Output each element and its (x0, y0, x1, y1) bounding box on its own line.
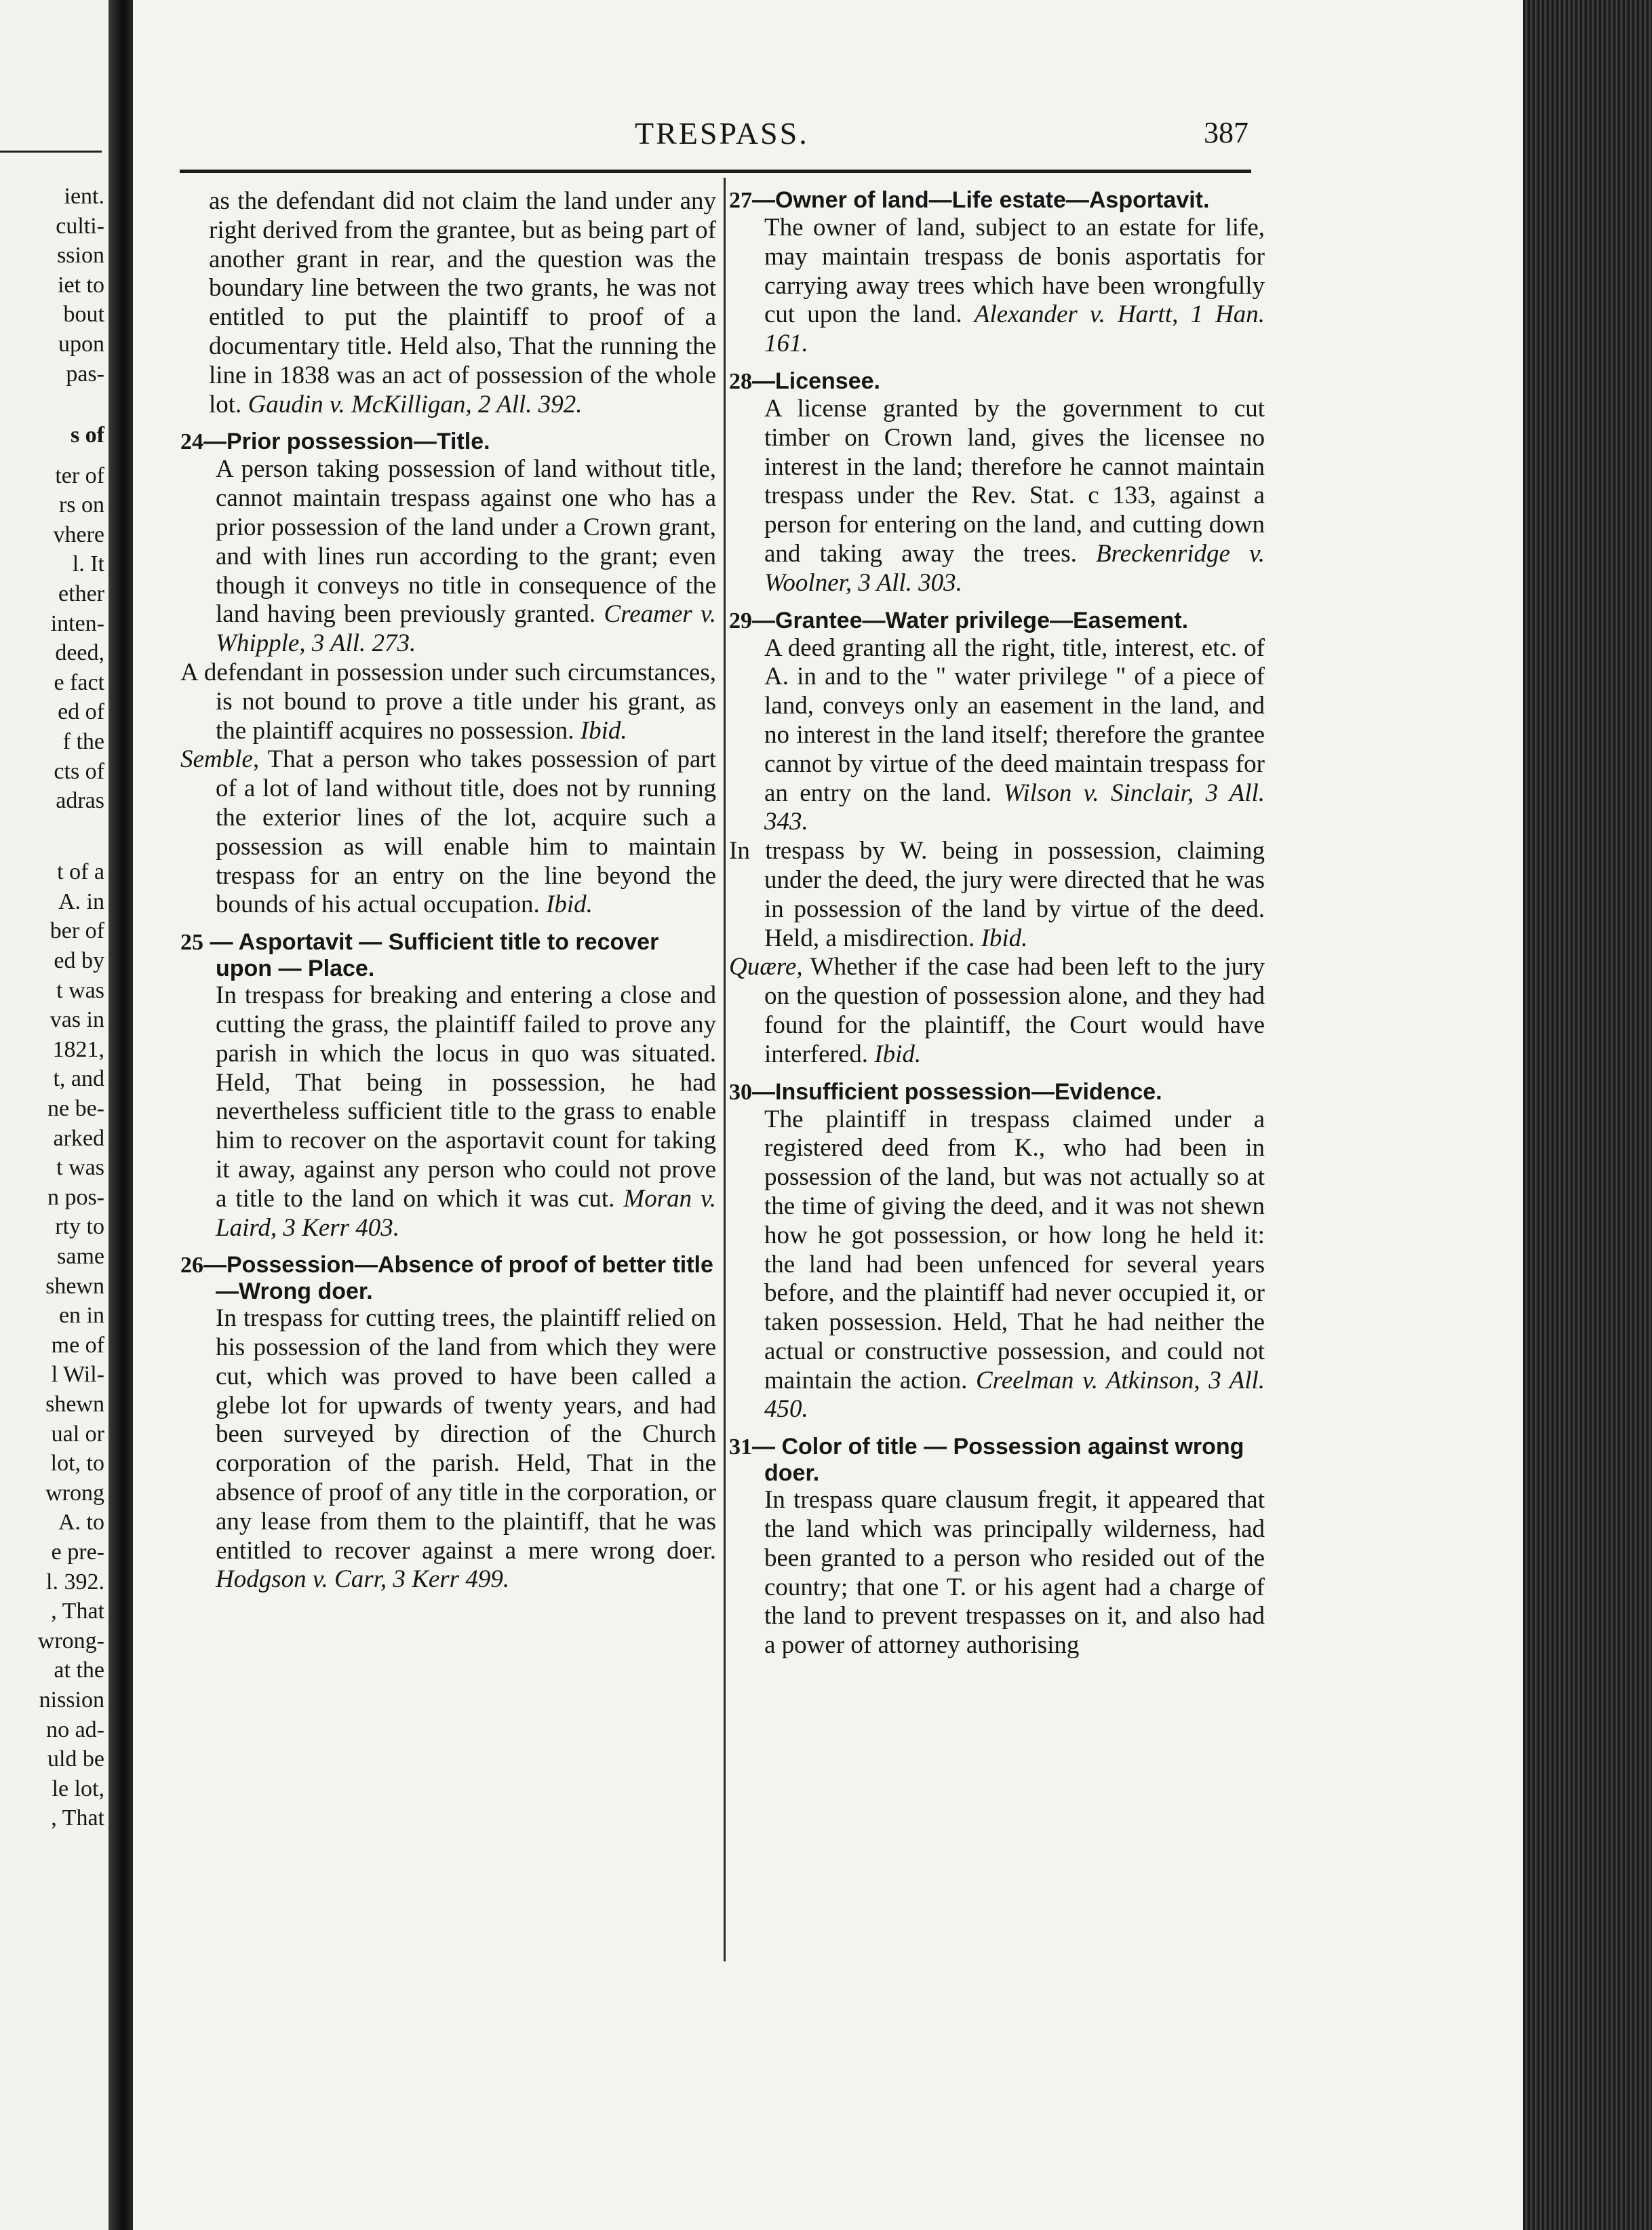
case-citation: Ibid. (874, 1040, 922, 1068)
paragraph-text: In trespass for breaking and entering a close and cutting the grass, the plaintiff failed to prove any parish in which the locus in quo was situated. Held, That being in possession, he had nevertheless sufficient title to the grass to enable him to recover on the asportavit count for taking it away, against any person who could not prove a title to the land on which it was cut. (216, 981, 716, 1213)
margin-fragment: en in (58, 1303, 104, 1329)
case-citation: Creelman v. Atkinson, 3 All. 450. (764, 1366, 1265, 1424)
paragraph-text: In trespass by W. being in possession, claiming under the deed, the jury were directed that he was in possession of the land by virtue of the deed. Held, a misdirection. (729, 837, 1265, 952)
case-citation: Hodgson v. Carr, 3 Kerr 499. (216, 1565, 510, 1594)
entry-paragraph (180, 455, 716, 659)
margin-fragment: nission (39, 1687, 104, 1713)
facing-page-rule (0, 151, 102, 153)
margin-fragment: s of (70, 422, 104, 448)
margin-fragment: t was (56, 1155, 104, 1181)
margin-fragment: e fact (54, 669, 104, 695)
header-rule (180, 170, 1251, 173)
entry-paragraph (180, 981, 716, 1243)
margin-fragment: , That (51, 1599, 104, 1624)
case-citation: Ibid. (580, 716, 627, 745)
margin-fragment: iet to (58, 272, 104, 298)
paragraph-text: A license granted by the government to cut timber on Crown land, gives the licensee no interest in the land; therefore he cannot maintain trespass under the Rev. Stat. c 133, against a person for entering on the land, and cutting down and taking away the trees. (764, 394, 1265, 568)
margin-fragment: culti- (56, 213, 104, 239)
entry-paragraph (729, 1106, 1265, 1425)
paragraph-text: A deed granting all the right, title, interest, etc. of A. in and to the " water privilege " of a piece of land, conveys only an easement in the land, and no interest in the land itself; therefore the grantee cannot by virtue of the deed maintain trespass for an entry on the land. (764, 633, 1265, 807)
entry-title: —Possession—Absence of proof of better title—Wrong doer. (203, 1252, 713, 1305)
case-citation: Breckenridge v. Woolner, 3 All. 303. (764, 539, 1265, 597)
paragraph-text: That a person who takes possession of part of a lot of land without title, does not by running the exterior lines of the lot, acquire such a possession as will enable him to maintain trespass for an entry on the line beyond the bounds of his actual occupation. (216, 745, 716, 919)
entry-paragraph (729, 634, 1265, 838)
entry-number: 29 (729, 608, 752, 633)
margin-fragment: uld be (47, 1746, 104, 1772)
margin-fragment: no ad- (46, 1717, 104, 1742)
margin-fragment: ter of (55, 463, 104, 488)
right-column (729, 187, 1265, 1660)
entry-heading (729, 608, 1265, 634)
margin-fragment: inten- (50, 610, 104, 636)
entry-number: 26 (180, 1253, 203, 1278)
entry-title: —Insufficient possession—Evidence. (752, 1078, 1162, 1105)
margin-fragment: arked (53, 1125, 104, 1151)
margin-fragment: ber of (50, 918, 104, 944)
page-number: 387 (1204, 116, 1248, 149)
margin-fragment: ient. (64, 184, 104, 209)
margin-fragment: ed by (54, 948, 104, 973)
continuation-paragraph: as the defendant did not claim the land under any right derived from the grantee, but as being part of another grant in rear, and the question was the boundary line between the two grants, he was not entitled to put the plaintiff to proof of a documentary title. Held also, That the running the line in 1838 was an act of possession of the whole lot. Gaudin v. McKilligan, 2 All. 392. (209, 187, 716, 418)
entry-paragraph (180, 1304, 716, 1595)
book-gutter (109, 0, 133, 2230)
entry-heading (180, 429, 716, 455)
entry-heading (729, 1079, 1265, 1106)
margin-fragment: l Wil- (51, 1362, 104, 1388)
entry-title: —Prior possession—Title. (203, 429, 490, 455)
margin-fragment: rty to (55, 1214, 104, 1240)
entry-paragraph (180, 745, 716, 920)
entry-paragraph (729, 395, 1265, 598)
entry-title: —Grantee—Water privilege—Easement. (752, 607, 1189, 633)
entry-heading (180, 929, 716, 981)
entry-paragraph (729, 1486, 1265, 1660)
margin-fragment: same (57, 1244, 104, 1269)
right-entries (729, 187, 1265, 1660)
margin-fragment: n pos- (47, 1184, 104, 1210)
page-edges (1523, 0, 1652, 2230)
left-column (180, 187, 716, 1595)
entry-number: 30 (729, 1079, 752, 1105)
margin-fragment: l. 392. (46, 1569, 104, 1595)
margin-fragment: deed, (55, 640, 104, 666)
margin-fragment: shewn (45, 1273, 104, 1299)
entry-number: 24 (180, 429, 203, 455)
case-citation: Alexander v. Hartt, 1 Han. 161. (764, 300, 1265, 358)
entry-title: — Color of title — Possession against wrong doer. (752, 1434, 1244, 1487)
entry-heading (729, 187, 1265, 214)
running-title: TRESPASS. (635, 116, 809, 151)
margin-fragment: at the (54, 1658, 104, 1683)
entry-paragraph (729, 953, 1265, 1069)
margin-fragment: pas- (66, 361, 104, 387)
margin-fragment: ed of (58, 699, 104, 725)
entry-paragraph (180, 659, 716, 745)
entry-heading (729, 1434, 1265, 1486)
case-citation: Ibid. (981, 924, 1028, 952)
margin-fragment: rs on (58, 492, 104, 518)
margin-fragment: f the (62, 729, 104, 754)
margin-fragment: upon (58, 332, 104, 357)
margin-fragment: wrong (45, 1480, 104, 1506)
paragraph-text: In trespass quare clausum fregit, it appeared that the land which was principally wilderness, had been granted to a person who resided out of the country; that one T. or his agent had a charge of the land to prevent trespasses on it, and also had a power of attorney authorising (764, 1486, 1265, 1660)
case-citation: Creamer v. Whipple, 3 All. 273. (216, 600, 716, 658)
entry-heading (729, 368, 1265, 395)
margin-fragment: lot, to (50, 1451, 104, 1476)
margin-fragment: A. to (58, 1510, 104, 1535)
margin-fragment: bout (63, 302, 104, 328)
margin-fragment: le lot, (52, 1776, 104, 1801)
margin-fragment: l. It (72, 551, 104, 577)
paragraph-text: A defendant in possession under such circumstances, is not bound to prove a title under his grant, as the plaintiff acquires no possession. (180, 658, 716, 745)
margin-fragment: vhere (53, 522, 104, 547)
entry-heading (180, 1252, 716, 1304)
margin-fragment: ne be- (47, 1096, 104, 1121)
margin-fragment: 1821, (52, 1036, 104, 1062)
margin-fragment: ssion (57, 243, 104, 269)
left-entries (180, 429, 716, 1595)
paragraph-text: Whether if the case had been left to the jury on the question of possession alone, and they had found for the plaintiff, the Court would have interfered. (764, 953, 1265, 1068)
margin-fragment: t, and (53, 1066, 104, 1092)
case-citation: Ibid. (546, 891, 593, 919)
case-citation: Wilson v. Sinclair, 3 All. 343. (764, 779, 1265, 836)
entry-paragraph (729, 837, 1265, 953)
margin-fragment: t was (56, 977, 104, 1003)
entry-title: —Licensee. (752, 368, 880, 394)
margin-fragment: cts of (54, 758, 104, 784)
entry-number: 27 (729, 188, 752, 213)
margin-fragment: ual or (51, 1421, 104, 1447)
entry-number: 31 (729, 1434, 752, 1460)
margin-fragment: , That (51, 1805, 104, 1831)
case-citation: Moran v. Laird, 3 Kerr 403. (216, 1184, 717, 1242)
margin-fragment: vas in (50, 1007, 104, 1033)
entry-paragraph (729, 214, 1265, 359)
facing-page-fragment (0, 0, 109, 2230)
paragraph-text: The owner of land, subject to an estate for life, may maintain trespass de bonis asportatis for carrying away trees which have been wrongfully cut upon the land. (764, 214, 1265, 329)
margin-fragment: t of a (57, 859, 104, 885)
margin-fragment: adras (56, 788, 104, 814)
margin-fragment: shewn (45, 1392, 104, 1417)
entry-number: 28 (729, 368, 752, 394)
entry-number: 25 (180, 930, 203, 956)
margin-fragment: ether (58, 581, 104, 606)
margin-fragment: A. in (58, 888, 104, 914)
margin-fragment: e pre- (51, 1540, 104, 1565)
paragraph-text: A person taking possession of land without title, cannot maintain trespass against one who has a prior possession of the land under a Crown grant, and with lines run according to the grant; even though it conveys no title in consequence of the land having been previously granted. (216, 455, 716, 629)
paragraph-lead: Quære, (729, 953, 803, 981)
entry-title: — Asportavit — Sufficient title to recover upon — Place. (203, 929, 659, 982)
paragraph-text: In trespass for cutting trees, the plaintiff relied on his possession of the land from which they were cut, which was proved to have been called a glebe lot for upwards of twenty years, and had been surveyed by direction of the Church corporation of the parish. Held, That in the absence of proof of any title in the corporation, or any lease from them to the plaintiff, that he was entitled to recover against a mere wrong doer. (216, 1304, 716, 1565)
margin-fragment: wrong- (37, 1628, 104, 1654)
paragraph-text: The plaintiff in trespass claimed under a registered deed from K., who had been in possession of the land, but was not actually so at the time of giving the deed, and it was not shewn how he got possession, or how long he held it: the land had been unfenced for several years before, and the plaintiff had never occupied it, or taken possession. Held, That he had neither the actual or constructive possession, and could not maintain the action. (764, 1105, 1265, 1394)
margin-fragment: me of (51, 1332, 104, 1358)
paragraph-lead: Semble, (180, 745, 260, 774)
column-divider (724, 178, 726, 1961)
entry-title: —Owner of land—Life estate—Asportavit. (752, 187, 1210, 213)
